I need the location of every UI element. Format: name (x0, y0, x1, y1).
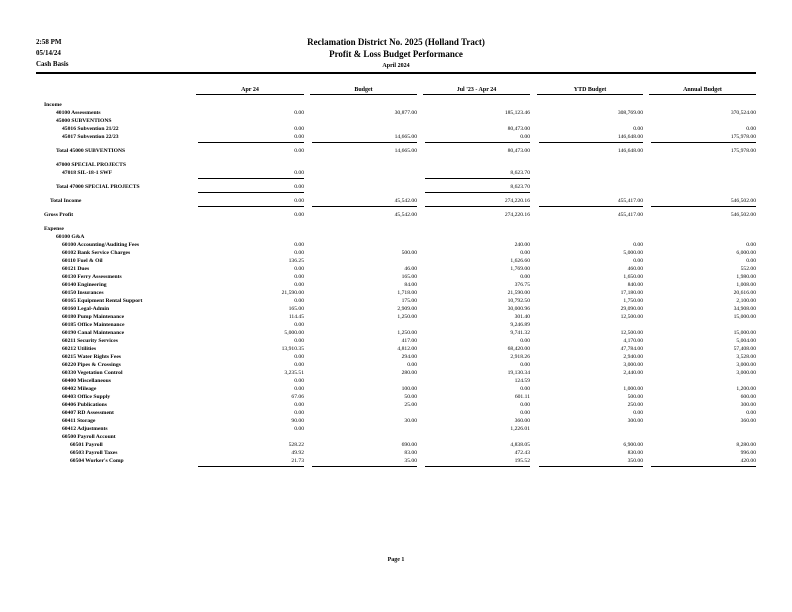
report-row (0, 458, 792, 466)
row-value: 124.59 (514, 378, 530, 384)
row-value: 0.00 (294, 338, 304, 344)
row-value: 15,000.00 (733, 314, 756, 320)
row-label: 40100 Assessments (56, 110, 101, 116)
row-value: 0.00 (633, 258, 643, 264)
row-label: 47000 SPECIAL PROJECTS (56, 162, 126, 168)
row-value: 690.00 (401, 442, 417, 448)
row-value: 185,123.46 (504, 110, 530, 116)
row-value: 0.00 (407, 362, 417, 368)
row-value: 9,741.32 (510, 330, 530, 336)
report-row (0, 426, 792, 434)
row-label: 60215 Water Rights Fees (62, 354, 121, 360)
row-value: 10,792.50 (507, 298, 530, 304)
row-value: 30,877.00 (394, 110, 417, 116)
column-header-annual-budget: Annual Budget (649, 87, 756, 95)
row-label: 60190 Canal Maintenance (62, 330, 125, 336)
row-label: 60212 Utilities (62, 346, 97, 352)
row-value: 80,473.00 (507, 148, 530, 154)
row-value: 3,000.00 (623, 362, 643, 368)
row-value: 29,090.00 (620, 306, 643, 312)
row-value: 0.00 (294, 242, 304, 248)
row-value: 250.00 (627, 402, 643, 408)
row-value: 3,528.00 (736, 354, 756, 360)
row-value: 0.00 (520, 274, 530, 280)
subtotal-rule (312, 466, 417, 467)
row-value: 1,008.00 (736, 282, 756, 288)
row-value: 6,000.00 (736, 250, 756, 256)
row-value: 274,220.16 (504, 198, 530, 204)
column-header-budget: Budget (310, 87, 417, 95)
row-value: 280.00 (401, 370, 417, 376)
row-value: 35.00 (404, 458, 417, 464)
row-value: 195.52 (514, 458, 530, 464)
subtotal-rule (198, 466, 304, 467)
report-row (0, 386, 792, 394)
row-value: 460.00 (627, 266, 643, 272)
row-label: 45016 Subvention 21/22 (62, 126, 119, 132)
row-value: 546,502.00 (730, 198, 756, 204)
page-number: Page 1 (387, 557, 405, 563)
report-basis: Cash Basis (36, 60, 69, 68)
subtotal-rule (425, 178, 530, 179)
row-value: 0.00 (294, 274, 304, 280)
report-row (0, 198, 792, 206)
row-label: 60110 Fuel & Oil (62, 258, 103, 264)
row-label: 60407 RD Assessment (62, 410, 114, 416)
row-label: 60403 Office Supply (62, 394, 111, 400)
report-row (0, 110, 792, 118)
row-value: 4,838.05 (510, 442, 530, 448)
header-rule (36, 72, 756, 74)
row-value: 6,900.00 (623, 442, 643, 448)
row-label: 60140 Engineering (62, 282, 107, 288)
row-value: 2,100.00 (736, 298, 756, 304)
row-value: 830.00 (627, 450, 643, 456)
report-row (0, 242, 792, 250)
row-label: 60501 Payroll (70, 442, 103, 448)
column-header-apr24: Apr 24 (196, 87, 304, 95)
row-value: 2,940.00 (623, 354, 643, 360)
row-value: 1,200.00 (736, 386, 756, 392)
row-value: 25.00 (404, 402, 417, 408)
row-value: 0.00 (294, 184, 304, 190)
row-value: 1,250.00 (397, 314, 417, 320)
row-value: 14,665.00 (394, 134, 417, 140)
row-value: 47,784.00 (620, 346, 643, 352)
report-row (0, 362, 792, 370)
row-value: 308,769.00 (617, 110, 643, 116)
row-value: 1,750.00 (623, 298, 643, 304)
row-value: 0.00 (294, 212, 304, 218)
row-value: 46.00 (404, 266, 417, 272)
row-label: 60412 Adjustments (62, 426, 108, 432)
subtotal-rule (198, 192, 304, 193)
row-value: 0.00 (294, 266, 304, 272)
row-value: 13,910.35 (281, 346, 304, 352)
row-value: 5,000.00 (284, 330, 304, 336)
row-value: 300.00 (740, 402, 756, 408)
row-value: 417.00 (401, 338, 417, 344)
report-row (0, 298, 792, 306)
report-row (0, 346, 792, 354)
row-value: 500.00 (401, 250, 417, 256)
report-row (0, 266, 792, 274)
row-value: 67.06 (291, 394, 304, 400)
row-value: 136.25 (288, 258, 304, 264)
row-value: 30,000.96 (507, 306, 530, 312)
row-value: 294.00 (401, 354, 417, 360)
row-label: 45000 SUBVENTIONS (56, 118, 112, 124)
row-value: 1,650.00 (623, 274, 643, 280)
row-label: 60220 Pipes & Crossings (62, 362, 121, 368)
row-value: 4,812.00 (397, 346, 417, 352)
subtotal-rule (425, 142, 530, 143)
subtotal-rule (312, 142, 417, 143)
row-value: 0.00 (294, 402, 304, 408)
subtotal-rule (198, 206, 304, 207)
report-row (0, 274, 792, 282)
row-value: 3,000.00 (736, 370, 756, 376)
report-row (0, 418, 792, 426)
row-value: 2,918.26 (510, 354, 530, 360)
row-value: 0.00 (633, 410, 643, 416)
row-value: 1,626.60 (510, 258, 530, 264)
row-value: 528.22 (288, 442, 304, 448)
subtotal-rule (539, 466, 643, 467)
row-value: 455,417.00 (617, 212, 643, 218)
row-value: 360.00 (740, 418, 756, 424)
row-value: 0.00 (746, 242, 756, 248)
company-name: Reclamation District No. 2025 (Holland Tract) (307, 37, 485, 47)
row-value: 1,250.00 (397, 330, 417, 336)
subtotal-rule (651, 206, 756, 207)
row-value: 175,978.00 (730, 148, 756, 154)
row-value: 8,623.70 (510, 184, 530, 190)
row-value: 0.00 (294, 410, 304, 416)
row-label: 60130 Ferry Assessments (62, 274, 122, 280)
subtotal-rule (539, 142, 643, 143)
row-value: 0.00 (520, 362, 530, 368)
row-value: 83.00 (404, 450, 417, 456)
report-row (0, 370, 792, 378)
row-value: 996.00 (740, 450, 756, 456)
row-value: 0.00 (746, 258, 756, 264)
subtotal-rule (312, 206, 417, 207)
report-period: April 2024 (382, 63, 410, 69)
row-value: 146,648.00 (617, 148, 643, 154)
row-value: 0.00 (520, 410, 530, 416)
row-value: 0.00 (294, 322, 304, 328)
row-label: Total 45000 SUBVENTIONS (56, 148, 126, 154)
row-value: 14,665.00 (394, 148, 417, 154)
row-value: 90.00 (291, 418, 304, 424)
row-label: Total 47000 SPECIAL PROJECTS (56, 184, 140, 190)
report-row (0, 162, 792, 170)
row-value: 370,524.00 (730, 110, 756, 116)
subtotal-rule (425, 466, 530, 467)
row-value: 0.00 (520, 386, 530, 392)
row-value: 3,000.00 (736, 362, 756, 368)
row-value: 0.00 (294, 298, 304, 304)
report-row (0, 184, 792, 192)
row-value: 80,473.00 (507, 126, 530, 132)
row-value: 21,590.00 (281, 290, 304, 296)
row-label: 60100 G&A (56, 234, 85, 240)
row-value: 601.11 (514, 394, 530, 400)
report-row (0, 394, 792, 402)
row-value: 68,420.00 (507, 346, 530, 352)
row-value: 274,220.16 (504, 212, 530, 218)
row-label: 60185 Office Maintenance (62, 322, 125, 328)
row-value: 12,500.00 (620, 330, 643, 336)
row-value: 240.00 (514, 242, 530, 248)
row-label: Gross Profit (44, 212, 74, 218)
report-row (0, 330, 792, 338)
row-value: 49.92 (291, 450, 304, 456)
row-label: 45017 Subvention 22/23 (62, 134, 119, 140)
row-value: 19,130.34 (507, 370, 530, 376)
row-value: 1,000.00 (623, 386, 643, 392)
row-value: 5,004.00 (736, 338, 756, 344)
row-value: 472.43 (514, 450, 530, 456)
row-value: 0.00 (520, 134, 530, 140)
row-value: 50.00 (404, 394, 417, 400)
report-row (0, 402, 792, 410)
row-value: 552.00 (740, 266, 756, 272)
row-value: 2,909.00 (397, 306, 417, 312)
row-value: 0.00 (294, 250, 304, 256)
row-value: 546,502.00 (730, 212, 756, 218)
row-value: 0.00 (294, 110, 304, 116)
row-value: 57,408.00 (733, 346, 756, 352)
row-value: 21,590.00 (507, 290, 530, 296)
row-value: 0.00 (294, 378, 304, 384)
row-label: 60165 Equipment Rental Support (62, 298, 143, 304)
report-row (0, 314, 792, 322)
row-value: 0.00 (746, 410, 756, 416)
row-value: 0.00 (294, 148, 304, 154)
row-label: 60102 Bank Service Charges (62, 250, 131, 256)
report-date: 05/14/24 (36, 49, 61, 57)
row-value: 0.00 (520, 402, 530, 408)
row-label: 60150 Insurances (62, 290, 104, 296)
row-value: 165.00 (401, 274, 417, 280)
report-row (0, 148, 792, 156)
row-value: 100.00 (401, 386, 417, 392)
report-row (0, 170, 792, 178)
row-value: 1,769.00 (510, 266, 530, 272)
row-value: 12,500.00 (620, 314, 643, 320)
row-value: 0.00 (294, 170, 304, 176)
subtotal-rule (425, 206, 530, 207)
row-label: 60402 Mileage (62, 386, 97, 392)
row-value: 21.73 (291, 458, 304, 464)
report-row (0, 250, 792, 258)
row-value: 8,280.00 (736, 442, 756, 448)
row-value: 5,000.00 (623, 250, 643, 256)
row-value: 350.00 (627, 458, 643, 464)
row-value: 0.00 (294, 354, 304, 360)
subtotal-rule (651, 466, 756, 467)
report-row (0, 290, 792, 298)
row-value: 0.00 (294, 426, 304, 432)
row-value: 45,542.00 (394, 198, 417, 204)
row-value: 1,718.00 (397, 290, 417, 296)
report-row (0, 134, 792, 142)
row-value: 301.40 (514, 314, 530, 320)
row-value: 0.00 (294, 282, 304, 288)
row-label: 47018 SIL-18-1 SWF (62, 170, 113, 176)
row-value: 300.00 (627, 418, 643, 424)
row-value: 455,417.00 (617, 198, 643, 204)
row-value: 420.00 (740, 458, 756, 464)
row-value: 0.00 (294, 134, 304, 140)
row-value: 4,170.00 (623, 338, 643, 344)
row-value: 600.00 (740, 394, 756, 400)
row-value: 0.00 (520, 338, 530, 344)
report-row (0, 212, 792, 220)
row-value: 0.00 (520, 250, 530, 256)
row-value: 146,648.00 (617, 134, 643, 140)
row-value: 45,542.00 (394, 212, 417, 218)
row-label: 60500 Payroll Account (62, 434, 116, 440)
row-value: 0.00 (294, 386, 304, 392)
report-row (0, 442, 792, 450)
row-value: 20,616.00 (733, 290, 756, 296)
report-row (0, 378, 792, 386)
row-value: 1,226.01 (510, 426, 530, 432)
row-value: 0.00 (294, 126, 304, 132)
row-label: 60504 Worker's Comp (70, 458, 124, 464)
report-row (0, 450, 792, 458)
report-row (0, 306, 792, 314)
row-label: 60160 Legal-Admin (62, 306, 110, 312)
row-value: 30.00 (404, 418, 417, 424)
row-label: Total Income (50, 198, 82, 204)
report-row (0, 126, 792, 134)
row-label: 60211 Security Services (62, 338, 118, 344)
row-label: 60330 Vegetation Control (62, 370, 123, 376)
row-value: 175.00 (401, 298, 417, 304)
row-value: 840.00 (627, 282, 643, 288)
row-value: 34,908.00 (733, 306, 756, 312)
report-time: 2:58 PM (36, 38, 62, 46)
row-label: Expense (44, 226, 64, 232)
row-value: 165.00 (288, 306, 304, 312)
report-row (0, 410, 792, 418)
column-header-ytd-budget: YTD Budget (537, 87, 643, 95)
row-value: 1,980.00 (736, 274, 756, 280)
report-row (0, 434, 792, 442)
report-row (0, 282, 792, 290)
row-value: 114.45 (288, 314, 304, 320)
row-value: 3,235.51 (284, 370, 304, 376)
row-value: 0.00 (294, 362, 304, 368)
row-label: Income (44, 102, 62, 108)
row-value: 2,440.00 (623, 370, 643, 376)
row-label: 60180 Pump Maintenance (62, 314, 125, 320)
report-row (0, 322, 792, 330)
row-value: 175,978.00 (730, 134, 756, 140)
row-label: 60121 Dues (62, 266, 90, 272)
row-value: 17,180.00 (620, 290, 643, 296)
row-value: 0.00 (746, 126, 756, 132)
row-value: 360.00 (514, 418, 530, 424)
row-value: 84.00 (404, 282, 417, 288)
row-value: 0.00 (633, 242, 643, 248)
row-value: 500.00 (627, 394, 643, 400)
row-value: 15,000.00 (733, 330, 756, 336)
report-title: Profit & Loss Budget Performance (329, 49, 463, 59)
subtotal-rule (198, 178, 304, 179)
report-row (0, 338, 792, 346)
report-row (0, 226, 792, 234)
row-label: 60406 Publications (62, 402, 107, 408)
row-label: 60100 Accounting/Auditing Fees (62, 242, 140, 248)
report-row (0, 354, 792, 362)
report-row (0, 102, 792, 110)
report-row (0, 234, 792, 242)
row-value: 376.75 (514, 282, 530, 288)
report-row (0, 258, 792, 266)
subtotal-rule (539, 206, 643, 207)
report-row (0, 118, 792, 126)
column-header-jul-apr: Jul '23 - Apr 24 (423, 87, 530, 95)
row-value: 8,623.70 (510, 170, 530, 176)
subtotal-rule (198, 142, 304, 143)
row-label: 60411 Storage (62, 418, 96, 424)
row-label: 60503 Payroll Taxes (70, 450, 118, 456)
row-value: 0.00 (294, 198, 304, 204)
subtotal-rule (651, 142, 756, 143)
row-value: 0.00 (633, 126, 643, 132)
row-value: 9,246.89 (510, 322, 530, 328)
subtotal-rule (425, 192, 530, 193)
row-label: 60400 Miscellaneous (62, 378, 111, 384)
